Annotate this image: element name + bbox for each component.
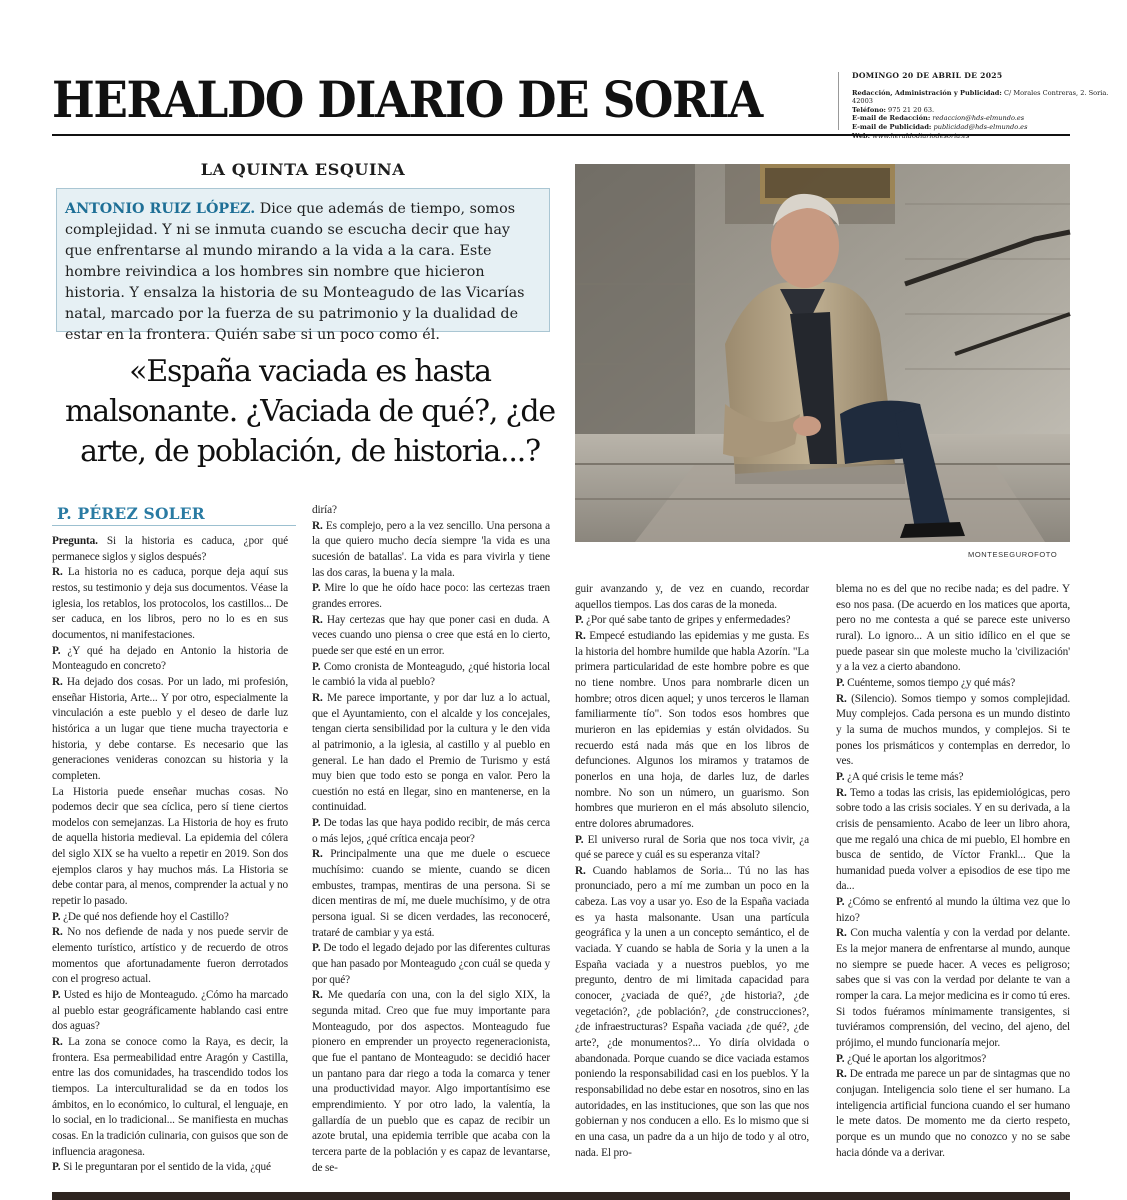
speaker-label: R. [312, 613, 323, 626]
answer-paragraph [836, 582, 1070, 676]
newspaper-title: HERALDO DIARIO DE SORIA [52, 70, 762, 129]
speaker-label: R. [52, 1036, 63, 1048]
speaker-label: P. [575, 833, 584, 846]
section-label: LA QUINTA ESQUINA [200, 160, 406, 179]
answer-paragraph [52, 675, 288, 785]
paragraph-text: El universo rural de Soria que nos toca vivir, ¿a qué se parece y cuál es su esperanza vital? [575, 833, 809, 862]
paragraph-text: Me quedaría con una, con la del siglo XIX, la segunda mitad. Creo que fue muy importante para Monteagudo, por dos aspectos. Monteagudo fue pionero en emprender un proyecto regeneracionista, que fue el pantano de Monteagudo: se decidió hacer un pantano para dar riego a toda la comarca y tener una productividad mayor. Algo importantísimo ese emprendimiento. Y por otro lado, la valentía, la gallardía de un pueblo que es capaz de recibir un azote brutal, una epidemia terrible que acaba con la tercera parte de la población y es capaz de levantarse, de se- [312, 989, 550, 1174]
speaker-label: R. [575, 629, 586, 642]
answer-paragraph [52, 925, 288, 988]
speaker-label: R. [836, 1068, 847, 1081]
answer-paragraph [836, 1067, 1070, 1161]
portrait-photo [575, 164, 1070, 542]
answer-paragraph [575, 629, 809, 833]
speaker-label: P. [52, 989, 61, 1002]
answer-paragraph [836, 692, 1070, 770]
paragraph-text: La historia no es caduca, porque deja aquí sus restos, su testimonio y deja sus documentos. Véase la iglesia, los retablos, los protocolos, los castillos... De ser caduca, en los libros, pero no lo es en sus documentos, ni manifestaciones. [52, 566, 288, 641]
speaker-label: P. [836, 896, 845, 909]
question-paragraph [52, 910, 288, 926]
paragraph-text: Hay certezas que hay que poner casi en duda. A veces cuando uno piensa o cree que está en lo cierto, puede ser que esté en un error. [312, 613, 550, 657]
answer-paragraph [312, 691, 550, 816]
paragraph-text: De todo el legado dejado por las diferentes culturas que han pasado por Monteagudo ¿con cuál se queda y por qué? [312, 942, 550, 986]
answer-paragraph [52, 1035, 288, 1160]
paragraph-text: La zona se conoce como la Raya, es decir, la frontera. Esa permeabilidad entre Aragón y Castilla, entre las dos comunidades, ha trascendido todos los tiempos. La interculturalidad se da en todos los ámbitos, en lo económico, lo cultural, el lenguaje, en lo social, en lo tradicional... Se manifiesta en muchas cosas. En la tradición culinaria, con guisos que son de influencia aragonesa. [52, 1036, 288, 1158]
speaker-label: R. [836, 692, 847, 705]
question-paragraph [312, 503, 550, 519]
speaker-label: R. [52, 926, 63, 939]
paragraph-text: Con mucha valentía y con la verdad por delante. Es la mejor manera de enfrentarse al mundo, aunque no siempre se puede hacer. A veces es peligroso; sabes que si vas con la verdad por delante te van a romper la cara. La mejor medicina es ir como tú eres. Si todos fuéramos mínimamente transigentes, si tuviéramos comprensión, del vecino, del ajeno, del prójimo, el mundo funcionaría mejor. [836, 927, 1070, 1050]
portrait-illustration [575, 164, 1070, 542]
speaker-label: P. [836, 1052, 845, 1065]
answer-paragraph [312, 613, 550, 660]
answer-paragraph [312, 519, 550, 582]
paragraph-text: ¿De qué nos defiende hoy el Castillo? [60, 910, 229, 923]
paragraph-text: De entrada me parece un par de sintagmas que no conjugan. Inteligencia solo tiene el ser humano. La inteligencia artificial funciona cuando el ser humano le mete datos. De momento me da cierto respeto, porque es un mundo que no conozco y no se sabe hacia dónde va a derivar. [836, 1068, 1070, 1159]
contact-telefono: Teléfono: 975 21 20 63. [852, 105, 935, 114]
paragraph-text: Cuando hablamos de Soria... Tú no las has pronunciado, pero a mí me zumban un poco en la cabeza. Las voy a usar yo. Eso de la España vaciada es ya hasta malsonante. Usan una partícula geográfica y la unen a un concepto semántico, el de vaciada. Y cuando se habla de Soria y la unen a la España vaciada y a nuestros pueblos, yo me pregunto, dentro de mi limitada capacidad para conocer, ¿vaciada de qué?, ¿de historia?, ¿de vegetación?, ¿de población?, ¿de construcciones?, ¿de infraestructuras? España vaciada ¿de qué?, ¿de arte?, ¿de monumentos?... Yo diría olvidada o abandonada. Porque cuando se dice vaciada estamos poniendo la responsabilidad casi en los pueblos. Y la responsabilidad no debe estar en nosotros, sino en las autoridades, en las instituciones, que son las que nos gobiernan y nos conducen a ello. Es lo mismo que si en una casa, un padre da a un hijo de todo y al otro, nada. El pro- [575, 864, 809, 1159]
paragraph-text: Es complejo, pero a la vez sencillo. Una persona a la que quiero mucho decía siempre 'la vida es una sucesión de batallas'. La vida es para vivirla y tiene las dos caras, la buena y la mala. [312, 519, 550, 579]
paragraph-text: (Silencio). Somos tiempo y somos complejidad. Muy complejos. Cada persona es un mundo distinto y la suma de muchos mundos, y complejos. Si te pones los prismáticos y contemplas en derredor, lo ves. [836, 692, 1070, 768]
byline: P. PÉREZ SOLER [57, 504, 205, 523]
speaker-label: P. [312, 582, 321, 595]
intro-name: ANTONIO RUIZ LÓPEZ. [65, 201, 256, 217]
paragraph-text: Si le preguntaran por el sentido de la vida, ¿qué [60, 1161, 271, 1174]
paragraph-text: De todas las que haya podido recibir, de más cerca o más lejos, ¿qué crítica encaja peor? [312, 817, 550, 845]
question-paragraph [312, 660, 550, 691]
question-paragraph [575, 613, 809, 629]
question-paragraph [836, 676, 1070, 692]
intro-box [56, 188, 550, 343]
masthead-rule [52, 134, 1070, 136]
paragraph-text: Cuénteme, somos tiempo ¿y qué más? [844, 676, 1016, 689]
answer-paragraph [836, 786, 1070, 896]
speaker-label: Pregunta. [52, 535, 98, 547]
paragraph-text: ¿Por qué sabe tanto de gripes y enfermedades? [583, 614, 791, 627]
speaker-label: P. [836, 770, 845, 783]
speaker-label: P. [52, 910, 61, 923]
speaker-label: R. [52, 566, 63, 579]
paragraph-text: Usted es hijo de Monteagudo. ¿Cómo ha marcado al pueblo estar geográficamente hablando casi entre dos aguas? [52, 989, 288, 1033]
contact-email-redaccion: E-mail de Redacción: redaccion@hds-elmundo.es [852, 114, 1025, 123]
issue-date: DOMINGO 20 DE ABRIL DE 2025 [852, 71, 1003, 80]
article-column-1 [52, 534, 288, 1174]
contact-redaccion: Redacción, Administración y Publicidad: C/ Morales Contreras, 2. Soria. 42003 [852, 88, 1109, 106]
answer-paragraph [836, 926, 1070, 1051]
speaker-label: P. [52, 644, 61, 657]
paragraph-text: Temo a todas las crisis, las epidemiológicas, pero sobre todo a las crisis sociales. Y en su derivada, a la crisis de pensamiento. Acabo de leer un libro ahora, que me regaló una chica de mi pueblo, El hombre en busca de sentido, de Víctor Frankl... Que la humanidad pueda volver a episodios de ese tipo me da... [836, 786, 1070, 893]
paragraph-text: ¿Y qué ha dejado en Antonio la historia de Monteagudo en concreto? [52, 644, 288, 673]
question-paragraph [312, 941, 550, 988]
question-paragraph [836, 895, 1070, 926]
intro-text: Dice que además de tiempo, somos complejidad. Y ni se inmuta cuando se escucha decir que hay que enfrentarse al mundo mirando a la vida a la cara. Este hombre reivindica a los hombres sin nombre que hicieron historia. Y ensalza la historia de su Monteagudo de las Vicarías natal, marcado por la fuerza de su patrimonio y la dualidad de estar en la frontera. Quién sabe si un poco como él. [65, 201, 525, 343]
question-paragraph [52, 988, 288, 1035]
question-paragraph [836, 1052, 1070, 1068]
footer-bar [52, 1192, 1070, 1200]
answer-paragraph [312, 847, 550, 941]
paragraph-text: Como cronista de Monteagudo, ¿qué historia local le cambió la vida al pueblo? [312, 660, 550, 689]
paragraph-text: La Historia puede enseñar muchas cosas. No podemos decir que sea cíclica, pero sí tiene ciertos modelos con semejanzas. La Historia de hoy es fruto de aquella historia medieval. La epidemia del cólera del siglo XIX se ha vuelto a repetir en 2019. Son dos ejemplos claros y hay muchos más. La Historia se debe contar para, al menos, comprender la actual y no repetir lo pasado. [52, 785, 288, 908]
answer-paragraph [312, 988, 550, 1176]
question-paragraph [52, 534, 288, 565]
speaker-label: R. [312, 989, 323, 1002]
question-paragraph [575, 833, 809, 864]
speaker-label: R. [836, 927, 847, 940]
paragraph-text: Empecé estudiando las epidemias y me gusta. Es la historia del hombre humilde que habla Azorín. "La primera particularidad de este hombre pobre es que no tiene nombre. Unos para nombrarle dicen un hombre; otros dicen aquel; y unos terceros le llaman familiarmente tío". Son todos esos hombres que murieron en las epidemias y están olvidados. Su recuerdo está nada más que en los libros de defunciones. Algunos los miramos y tratamos de ponerlos en una hoja, de darles luz, de darles nombre. No son un número, un guarismo. Son hombres que murieron en el más absoluto silencio, entre dolores abrumadores. [575, 629, 809, 830]
speaker-label: P. [312, 942, 321, 955]
paragraph-text: ¿A qué crisis le teme más? [844, 770, 964, 783]
masthead [52, 64, 1109, 132]
paragraph-text: ¿Qué le aportan los algoritmos? [844, 1052, 987, 1065]
answer-paragraph [575, 864, 809, 1161]
speaker-label: P. [312, 817, 321, 830]
speaker-label: R. [312, 848, 323, 861]
speaker-label: R. [575, 864, 586, 877]
article-column-4 [836, 582, 1070, 1168]
answer-paragraph [575, 582, 809, 613]
contact-email-publicidad: E-mail de Publicidad: publicidad@hds-elmundo.es [852, 122, 1028, 131]
paragraph-text: guir avanzando y, de vez en cuando, recordar aquellos tiempos. Las dos caras de la moneda. [575, 583, 809, 611]
paragraph-text: Ha dejado dos cosas. Por un lado, mi profesión, enseñar Historia, Arte... Y por otro, especialmente la vinculación a este pueblo y el deseo de darle luz histórica a un lugar que tiene mucha trayectoria e historia, y debe contarse. Es necesario que las generaciones venideras conozcan su historia y la completen. [52, 675, 288, 782]
speaker-label: R. [836, 786, 847, 799]
question-paragraph [312, 816, 550, 847]
speaker-label: P. [836, 676, 845, 689]
photo-credit: MONTESEGUROFOTO [968, 550, 1058, 559]
speaker-label: P. [575, 614, 584, 627]
byline-box [52, 502, 296, 526]
speaker-label: P. [312, 660, 321, 673]
question-paragraph [836, 770, 1070, 786]
question-paragraph [52, 1160, 288, 1176]
speaker-label: R. [312, 691, 323, 704]
paragraph-text: blema no es del que no recibe nada; es del padre. Y eso nos pasa. (De acuerdo en los matices que aporta, pero no me contesta a qué se parece este universo rural). Lo ignoro... A un sitio idílico en el que se puede pasear sin que moleste mucho la 'civilización' y a la vez a cierto abandono. [836, 583, 1070, 674]
masthead-divider [838, 72, 839, 130]
headline: «España vaciada es hasta malsonante. ¿Vaciada de qué?, ¿de arte, de población, de historia...? [65, 354, 555, 469]
paragraph-text: Mire lo que he oído hace poco: las certezas traen grandes errores. [312, 582, 550, 610]
paragraph-text: Principalmente una que me duele o escuece muchísimo: cuando se miente, cuando se dicen embustes, trampas, mentiras de una persona. Si se dicen mentiras de mí, me duele muchísimo, y de otra persona igual. Si se dicen verdades, las reconoceré, trataré de cambiar y ya está. [312, 848, 550, 939]
speaker-label: R. [312, 519, 323, 532]
article-column-2 [312, 503, 550, 1174]
answer-paragraph [52, 565, 288, 643]
article-column-3 [575, 582, 809, 1168]
speaker-label: R. [52, 675, 63, 688]
question-paragraph [52, 644, 288, 675]
question-paragraph [312, 581, 550, 612]
paragraph-text: ¿Cómo se enfrentó al mundo la última vez que lo hizo? [836, 896, 1070, 924]
paragraph-text: diría? [312, 504, 337, 516]
speaker-label: P. [52, 1161, 61, 1174]
paragraph-text: No nos defiende de nada y nos puede servir de elemento turístico, artístico y de recuerdo de otros momentos que afortunadamente fueron derrotados con el progreso actual. [52, 926, 288, 986]
answer-paragraph [52, 785, 288, 910]
masthead-info [852, 72, 1122, 140]
paragraph-text: Me parece importante, y por dar luz a lo actual, que el Ayuntamiento, con el alcalde y los concejales, tengan cierta sensibilidad por la cultura y le den vida al patrimonio, a la iglesia, al castillo y al pueblo en general. Le han dado el Premio de Turismo y está muy bien que todo esto se ponga en valor. Pero la cuestión no está en llegar, sino en mantenerse, en la continuidad. [312, 691, 550, 814]
paragraph-text: Si la historia es caduca, ¿por qué permanece siglos y siglos después? [52, 535, 288, 563]
